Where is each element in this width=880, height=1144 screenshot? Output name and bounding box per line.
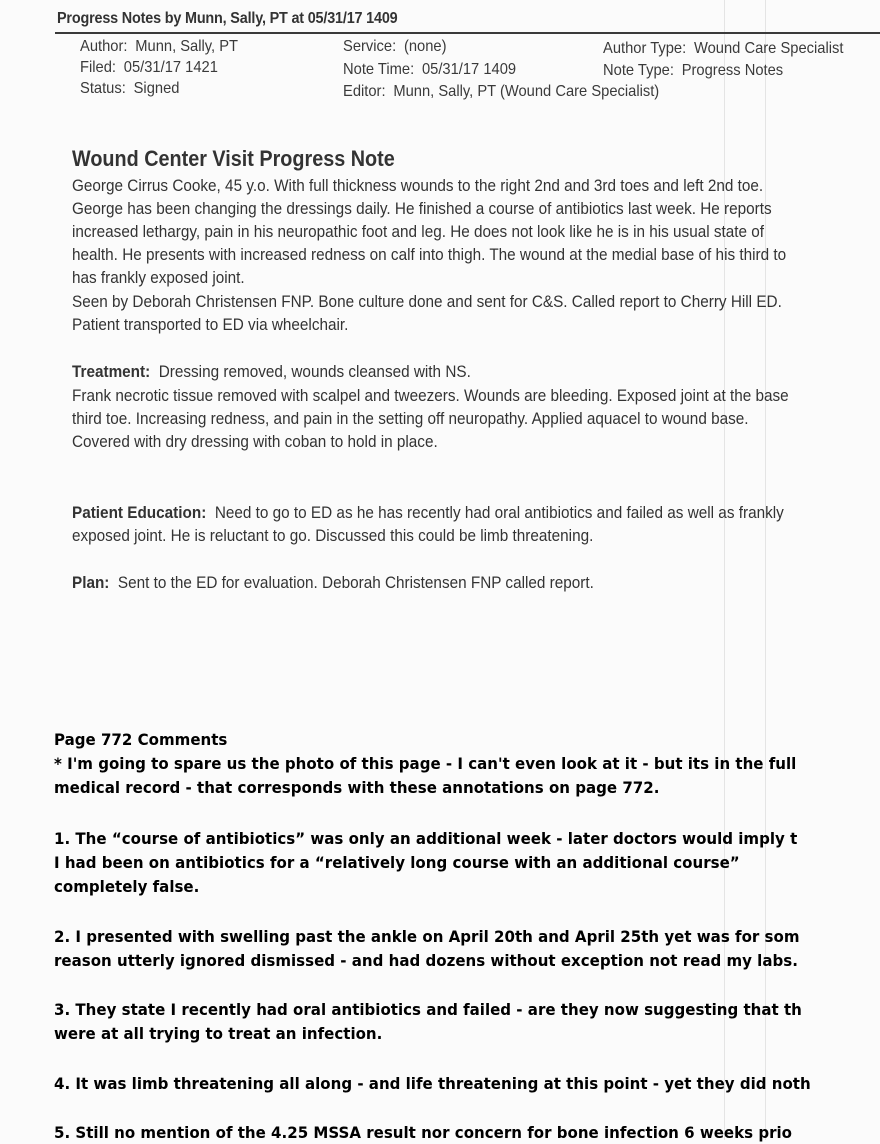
summary-line: health. He presents with increased redness on calf into thigh. The wound at the medial base of his third to: [72, 245, 787, 264]
author-value: Munn, Sally, PT: [135, 38, 239, 55]
status-field: [80, 80, 179, 98]
treatment-first-line: Dressing removed, wounds cleansed with NS.: [150, 362, 471, 381]
comments-heading: Page 772 Comments: [54, 730, 228, 749]
note-type-label: Note Type:: [603, 62, 674, 79]
education-line: exposed joint. He is reluctant to go. Discussed this could be limb threatening.: [72, 526, 594, 545]
plan-text: Sent to the ED for evaluation. Deborah Christensen FNP called report.: [109, 573, 594, 592]
comment-line: 5. Still no mention of the 4.25 MSSA result nor concern for bone infection 6 weeks prio: [54, 1123, 792, 1142]
education-label: Patient Education:: [72, 503, 207, 522]
filed-label: Filed:: [80, 59, 116, 76]
summary-line: has frankly exposed joint.: [72, 268, 245, 287]
plan-label: Plan:: [72, 573, 110, 592]
editor-field: [343, 83, 659, 101]
note-header-title: Progress Notes by Munn, Sally, PT at 05/31/17 1409: [57, 10, 398, 27]
note-time-label: Note Time:: [343, 61, 415, 78]
filed-value: 05/31/17 1421: [123, 59, 218, 76]
status-label: Status:: [80, 80, 126, 97]
author-type-field: [603, 40, 843, 58]
author-label: Author:: [80, 38, 128, 55]
service-value: (none): [403, 38, 447, 55]
editor-value: Munn, Sally, PT (Wound Care Specialist): [393, 83, 660, 100]
treatment-label: Treatment:: [72, 362, 151, 381]
treatment-line: third toe. Increasing redness, and pain in the setting off neuropathy. Applied aquacel to wound base.: [72, 409, 749, 428]
education-first-line: Need to go to ED as he has recently had oral antibiotics and failed as well as frankly: [206, 503, 784, 522]
summary-line: George Cirrus Cooke, 45 y.o. With full thickness wounds to the right 2nd and 3rd toes and left 2nd toe.: [72, 176, 764, 195]
service-label: Service:: [343, 38, 397, 55]
summary-line: Patient transported to ED via wheelchair.: [72, 315, 349, 334]
comment-line: 1. The “course of antibiotics” was only an additional week - later doctors would imply t: [54, 829, 798, 848]
comment-line: 3. They state I recently had oral antibiotics and failed - are they now suggesting that th: [54, 1000, 802, 1019]
comment-line: * I'm going to spare us the photo of this page - I can't even look at it - but its in the full: [54, 754, 797, 773]
summary-line: Seen by Deborah Christensen FNP. Bone culture done and sent for C&S. Called report to Cherry Hill ED.: [72, 292, 782, 311]
author-type-value: Wound Care Specialist: [693, 40, 844, 57]
filed-field: [80, 59, 218, 77]
header-divider: [55, 32, 880, 34]
education-section: [72, 502, 784, 524]
note-type-field: [603, 62, 783, 80]
author-type-label: Author Type:: [603, 40, 687, 57]
comment-line: reason utterly ignored dismissed - and had dozens without exception not read my labs.: [54, 951, 798, 970]
treatment-line: Frank necrotic tissue removed with scalpel and tweezers. Wounds are bleeding. Exposed joint at the base: [72, 386, 789, 405]
note-time-value: 05/31/17 1409: [421, 61, 517, 78]
comment-line: I had been on antibiotics for a “relatively long course with an additional course”: [54, 853, 740, 872]
editor-label: Editor:: [343, 83, 386, 100]
note-type-value: Progress Notes: [681, 62, 784, 79]
comment-line: 4. It was limb threatening all along - and life threatening at this point - yet they did noth: [54, 1074, 811, 1093]
note-title: Wound Center Visit Progress Note: [72, 146, 395, 171]
comment-line: medical record - that corresponds with these annotations on page 772.: [54, 778, 660, 797]
status-value: Signed: [133, 80, 180, 97]
comment-line: were at all trying to treat an infection.: [54, 1024, 383, 1043]
service-field: [343, 38, 447, 56]
summary-line: George has been changing the dressings daily. He finished a course of antibiotics last week. He reports: [72, 199, 772, 218]
note-time-field: [343, 61, 516, 79]
treatment-section: [72, 361, 471, 383]
treatment-line: Covered with dry dressing with coban to hold in place.: [72, 432, 438, 451]
plan-section: [72, 572, 594, 594]
author-field: [80, 38, 238, 56]
comment-line: completely false.: [54, 877, 200, 896]
comment-line: 2. I presented with swelling past the ankle on April 20th and April 25th yet was for som: [54, 927, 800, 946]
summary-line: increased lethargy, pain in his neuropathic foot and leg. He does not look like he is in his usual state of: [72, 222, 765, 241]
